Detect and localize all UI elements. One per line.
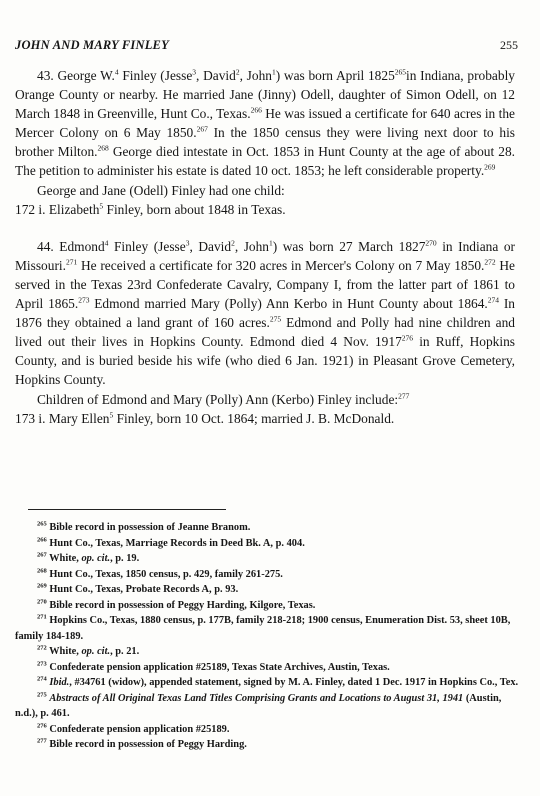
footnote-271: $^{271}$ Hopkins Co., Texas, 1880 census, p. 177B, family 218-218; 1900 census, Enumeration Dist. 53, sheet 10B, family 184-189. bbox=[15, 613, 511, 642]
footnote-274: $^{274}$ Ibid., #34761 (widow), appended statement, signed by M. A. Finley, dated 1 Dec. 1917 in Hopkins Co., Tex. bbox=[37, 675, 519, 688]
running-head: JOHN AND MARY FINLEY bbox=[15, 38, 169, 52]
footnote-273: $^{273}$ Confederate pension application #25189, Texas State Archives, Austin, Texas. bbox=[37, 660, 390, 673]
child-entry-172: 172 i. Elizabeth$^5$ Finley, born about 1848 in Texas. bbox=[15, 201, 286, 217]
entry-paragraph-44: 44. Edmond$^4$ Finley (Jesse$^3$, David$^2$, John$^1$) was born 27 March 1827$^{270}$ in Indiana or Missouri.$^{271}$ He received a certificate for 320 acres in Mercer's Colony on 7 May 1850.$^{272}$ He served in the Texas 23rd Confederate Cavalry, Company I, from the latter part of 1861 to April 1865.$^{273}$ Edmond married Mary (Polly) Ann Kerbo in Hunt County about 1864.$^{274}$ In 1876 they obtained a land grant of 160 acres.$^{275}$ Edmond and Polly had nine children and lived out their lives in Hopkins County. Edmond died 4 Nov. 1917$^{276}$ in Ruff, Hopkins County, and is buried beside his wife (who died 6 Jan. 1921) in Pleasant Grove Cemetery, Hopkins County. bbox=[15, 238, 515, 388]
footnote-268: $^{268}$ Hunt Co., Texas, 1850 census, p. 429, family 261-275. bbox=[37, 567, 283, 580]
footnote-275: $^{275}$ Abstracts of All Original Texas Land Titles Comprising Grants and Locations to August 31, 1941 (Austin, n.d.), p. 461. bbox=[15, 691, 502, 719]
footnote-divider bbox=[28, 509, 226, 510]
children-intro-43: George and Jane (Odell) Finley had one child: bbox=[37, 182, 285, 198]
page-header bbox=[15, 38, 518, 54]
children-intro-44: Children of Edmond and Mary (Polly) Ann (Kerbo) Finley include:$^{277}$ bbox=[37, 391, 410, 407]
footnote-276: $^{276}$ Confederate pension application #25189. bbox=[37, 722, 230, 735]
footnotes bbox=[15, 520, 520, 753]
footnote-272: $^{272}$ White, op. cit., p. 21. bbox=[37, 644, 140, 657]
footnote-266: $^{266}$ Hunt Co., Texas, Marriage Records in Deed Bk. A, p. 404. bbox=[37, 536, 305, 549]
footnote-269: $^{269}$ Hunt Co., Texas, Probate Records A, p. 93. bbox=[37, 582, 239, 595]
main-text bbox=[15, 66, 515, 428]
entry-paragraph-43: 43. George W.$^4$ Finley (Jesse$^3$, David$^2$, John$^1$) was born April 1825$^{265}$in Indiana, probably Orange County or nearby. He married Jane (Jinny) Odell, daughter of Simon Odell, on 12 March 1848 in Greenville, Hunt Co., Texas.$^{266}$ He was issued a certificate for 640 acres in the Mercer Colony on 6 May 1850.$^{267}$ In the 1850 census they were living next door to his brother Milton.$^{268}$ George died intestate in Oct. 1853 in Hunt County at the age of about 28. The petition to administer his estate is dated 10 oct. 1853; he left considerable property.$^{269}$ bbox=[15, 67, 516, 179]
footnote-270: $^{270}$ Bible record in possession of Peggy Harding, Kilgore, Texas. bbox=[37, 598, 316, 611]
footnote-267: $^{267}$ White, op. cit., p. 19. bbox=[37, 551, 140, 564]
footnote-265: $^{265}$ Bible record in possession of Jeanne Branom. bbox=[37, 520, 251, 533]
page-number: 255 bbox=[500, 38, 518, 52]
footnote-277: $^{277}$ Bible record in possession of Peggy Harding. bbox=[37, 737, 247, 750]
child-entry-173: 173 i. Mary Ellen$^5$ Finley, born 10 Oct. 1864; married J. B. McDonald. bbox=[15, 410, 395, 426]
